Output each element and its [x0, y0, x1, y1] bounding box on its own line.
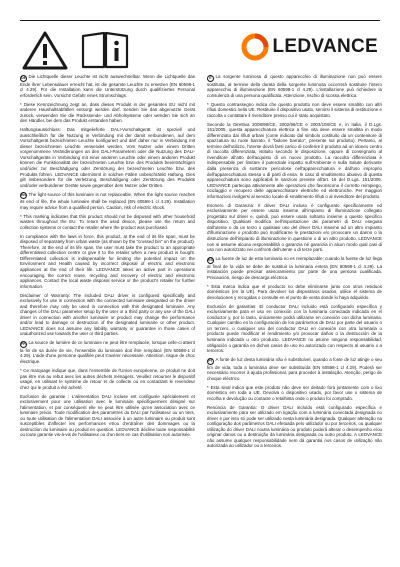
warning-triangle-icon: [22, 30, 68, 75]
paragraph: * Esta marca indica que el producto no debe eliminarse junto con otros residuos domésticos (en la UE). Para devolver los dispositivos usados, utilice el sistema de devoluciones y recogidas o consulte en el punto de venta donde lo haya adquirido.: [207, 283, 382, 300]
right-column: [207, 74, 382, 452]
paragraph: [207, 357, 382, 381]
paragraph: * Esta sinal indica que este produto não deve ser deitado fora juntamente com o lixo doméstico em toda a UE. Devolva o dispositivo usado, por favor use o sistema de recolha e devolução ou contacte o retalhista onde o produto foi comprado.: [207, 384, 382, 401]
paragraph: Haftungsausschluss: Das mitgelieferte DALI-Vorschaltgerät ist speziell und ausschließlich für die Nutzung in Verbindung mit der damit verbundenen, auf dem Vorschaltgerät bezeichneten Leuchte konfiguriert und darf daher nur in Verbindung mit dieser bezeichneten Leuchte verwendet werden. Vom Nutzer oder einem Dritten vorgenommene Veränderungen an den DALI-Parametern oder die Nutzung des DALI-Vorschaltgeräts in Verbindung mit einer anderen Leuchte oder einem anderen Produkt können die Funktionalität der bezeichneten Leuchte bzw. des Produkts beeinträchtigen und/oder zur Beschädigung oder Zerstörung der bezeichneten Leuchte bzw. des Produkts führen. LEDVANCE übernimmt in solchen Fällen unbeschränkt Haftung. Dies gilt insbesondere für die Verletzung, Beschädigung oder Zerstörung des Produkts und/oder verbundener Geräte sowie gegenüber dem Nutzer oder Dritten.: [20, 127, 195, 188]
paragraph: * Diese Kennzeichnung zeigt an, dass dieses Produkt in der gesamten EU nicht mit anderen Haushaltsabfällen entsorgt werden darf. Senden Sie das abgenutzte Gerät zurück, verwenden Sie die Rückssende- und Abholsysteme oder wenden Sie sich an den Händler, bei dem das Produkt erstanden haben.: [20, 101, 195, 124]
top-rule: [20, 20, 380, 21]
paragraph: * This marking indicates that this product should not be disposed with other household wastes throughout the EU. To return the used device, please use the return and collection systems or contact the retailer where the product was purchased.: [20, 213, 195, 230]
paragraph-text: The light source of this luminaire is not replaceable. When the light source reaches its end of life, the whole luminaire shall be replaced (EN 60598-1 cl 4.29). Installation may require advice from a qualified person. Caution, risk of electric shock.: [20, 191, 195, 210]
paragraph: [207, 256, 382, 280]
section-es: [207, 256, 382, 354]
paragraph-text: A fonte de luz desta luminária não é substituível, quando a fonte de luz atinge o seu fim de vida, toda a luminária deve ser substituída (EN 60598-1 cl 4.29). Poderá ser necessário recorrer à ajuda profissional, para proceder à instalação. Atenção, perigo de choque eléctrico.: [207, 356, 382, 381]
paragraph: * Questo contrassegno indica che questo prodotto non deve essere smaltito con altri rifiuti domestici nella UE. Restituire il dispositivo usato, servirsi il sistema di restituzione e raccolta o contattare il rivenditore presso cui è stato acquistato.: [207, 101, 382, 118]
paragraph-text: La source de lumière de ce luminaire ne peut être remplacée, lorsque celle-ci atteint la fin de sa durée de vie, l'ensemble du luminaire doit être remplacé (EN 60598-1 cl 4.29). L'aide d'une personne qualifiée peut s'avérer nécessaire. Attention, risque de choc électrique.: [20, 340, 195, 365]
paragraph: Esonero di Garanzia: Il driver DALI incluso è configurato specificamente ed esclusivamente per essere usato insieme all'impianto di illuminazione collegato progettato sul driver e, quindi, può essere usato soltanto insieme a questo specifico dispositivo. Qualsiasi modifica nell'impostazione dei parametri di DALI eseguita dall'utente o da un terzo o qualsiasi uso del driver DALI insieme ad un altro impianto d'illuminazione o prodotto può modificarne le prestazioni e/o provocare un danno o la distruzione dell'impianto di illuminazione in questione o di un altro prodotto. LEDVANCE non si assume alcuna responsabilità o garanzia né garanzia in alcun modo qual casi di uso non autorizzato nei confronti dell'utente o di terze parti.: [207, 202, 382, 253]
paragraph: Secondo la Direttiva 2008/98/CE, 2002/96/CE e 2003/108/CE e, in Italia, il D.Lgs. 151/2005, questa apparecchiatura elettrica a fine vita deve essere smaltita in modo differenziato dai rifiuti urbani (come indicato dal simbolo costituito da un contenitore di spazzatura su ruote barrato, il "bidone barrato", presente sul prodotto). Pertanto, al termine dell'utilizzo, l'utente dovrà farsi carico di conferire il prodotto ad un idoneo centro di raccolta differenziata, istituito secondo le disposizione, oppure di consegnarlo al rivenditore all'atto dell'acquisto di un nuovo prodotto. La raccolta differenziata è indispensabile per limitare il potenziale impatto sull'Ambiente e sulla Salute derivante dalla presenza di sostanze pericolose nell'apparecchiatura e dall'uso improprio dell'apparecchiatura stessa o di parti di essa. In caso di smaltimento abusivo di questa apparecchiatura sono applicabili le sanzioni previste all'art. 16 del D.Lgs. 151/2005. LEDVANCE partecipa attivamente alle operazioni che favoriscono il corretto reimpiego, riciclaggio e recupero delle apparecchiature elettriche ed elettroniche. Per maggiori informazioni rivolgersi al servizio locale di smaltimento rifiuti o al rivenditore del prodotto.: [207, 121, 382, 199]
language-symbol: DE: [21, 75, 26, 80]
paragraph-text: Die Lichtquelle dieser Leuchte ist nicht auswechselbar. Wenn die Lichtquelle das Ende ihrer Lebensdauer erreicht hat, ist die gesamte Leuchte zu ersetzen (EN 60598-1 cl 4.29). Für die Installation kann die Unterstützung durch qualifiziertes Personal erforderlich sein. Vorsicht! Gefahr eines Stromschlags.: [20, 74, 195, 98]
ledvance-logo-icon: [241, 33, 269, 61]
paragraph: Exclusión de garantías: El conductor DALI incluido está configurado específica y exclusivamente para el uso en conexión con la luminaria conectada indicada en el conductor y, por lo tanto, únicamente podrá utilizarse en conexión con dicha luminaria. Cualquier cambio en la configuración de los parámetros de DALI por parte del usuario o un tercero, o cualquier uso del conductor DALI en conexión con otra luminaria o producto puede modificar el rendimiento y/o provocar daños o la destrucción de la luminaria indicada u otro producto. LEDVANCE no asume ninguna responsabilidad, obligación o garantía en dichos casos de uso no autorizado con respecto al usuario o a terceros.: [207, 303, 382, 354]
paragraph: [20, 340, 195, 364]
language-symbol: ES: [208, 257, 213, 262]
language-symbol: FR: [21, 341, 26, 346]
paragraph: In compliance with the laws in force, this product, at the end of its life span, must be disposed of separately from urban waste (as shown by the "crossed bin" on the product). Therefore, at the end of its life span, the user must take the product to an appropriate differentiated collection centre or give it to the retailer when a new product is bought. Differentiated collection is indispensable for limiting the potential impact on the Environment and Health caused by incorrect disposal of electric and electronic appliances at the end of their life. LEDVANCE takes an active part in operations encouraging the correct reuse, recycling and recovery of electric and electronic appliances. Contact the local waste disposal service or the product's retailer for further information.: [20, 233, 195, 289]
paragraph: [20, 74, 195, 98]
paragraph-text: La sorgente luminosa di questo apparecchio di illuminazione non può essere sostituita; al termine della durata della sorgente luminosa occorrerà sostituire l'intero apparecchio di illuminazione (EN 60598-1 cl 4.29). L'installazione può richiedere la consulenza di una persona qualificata. Attenzione, rischio di scossa elettrica.: [207, 74, 382, 98]
paragraph: Disclaimer of Warranty: The included DALI driver is configured specifically and exclusively for use in connection with the connected luminaire designated on the driver and therefore may only be used in connection with this designated luminaire. Any changes of the DALI parameter setup by the user or a third party or any use of the DALI driver in connection with another luminaire or product may change the performance and/or lead to damage or destruction of the designated luminaire or other product. LEDVANCE does not assume any liability, warranty or guarantee in those cases of unauthorized use towards the user or third parties.: [20, 292, 195, 337]
language-symbol: PT: [208, 358, 213, 363]
section-it: [207, 74, 382, 253]
paragraph: [207, 74, 382, 98]
language-symbol: IT: [208, 75, 212, 80]
paragraph: Renúncia de Garantia: O driver DALI incluído está configurado específica e exclusivamente para ser utilizado em ligação com a luminária conectada designada no driver e por isso só pode ser utilizado nesta luminária designada. Qualquer alteração na configuração dos parâmetros DALI efetuada pelo utilizador ou por terceiros, ou qualquer utilização do driver DALI noutra luminária ou produto poderá alterar o desempenho e/ou originar danos ou a destruição da luminária designada ou outro produto. A LEDVANCE não assume qualquer responsabilidade nem dá garantia nos casos de utilização não autorizada ao utilizador ou a terceiros.: [207, 404, 382, 449]
section-en: [20, 192, 195, 337]
paragraph-text: La fuente de luz de esta luminaria no es reemplazable; cuando la fuente de luz llega al final de la vida se debe de sustituir la luminaria entera (EN 60598-1 cl 4.29). La instalación puede precisar asesoramiento por parte de una persona cualificada. Precaución, riesgo de descarga eléctrica.: [207, 256, 382, 280]
ledvance-logo: [241, 33, 379, 61]
paragraph: [20, 192, 195, 211]
section-de: [20, 74, 195, 188]
paragraph: * Ce marquage indique que, dans l'ensemble de l'Union européenne, ce produit ne doit pas être mis au rebut avec les autres déchets ménagers. Veuillez retourner le dispositif usagé, en utilisant le système de retour et de collecte ou en contactant le revendeur chez qui le produit a été acheté.: [20, 367, 195, 390]
instruction-book-icon: [80, 30, 130, 75]
section-fr: [20, 340, 195, 438]
section-pt: [207, 357, 382, 449]
left-column: [20, 74, 195, 441]
paragraph: Exclusion de garantie : L'alimentation DALI incluse est configurée spécialement et exclusivement pour une utilisation avec le luminaire spécifiquement désigné sur l'alimentation, et par conséquent elle ne peut être utilisée qu'en association avec ce luminaire précis. Toute modification des paramètres du DALI par l'utilisateur ou un tiers, ou toute utilisation de l'alimentation DALI associée à un autre luminaire ou produit sont susceptibles d'affecter les performances et/ou d'entraîner des dommages ou la destruction du luminaire ou produit en question. LEDVANCE décline toute responsabilité ou toute garantie vis-à-vis de l'utilisateur ou d'un tiers en cas d'utilisation non autorisée.: [20, 393, 195, 438]
logo-text: LEDVANCE: [272, 36, 378, 57]
language-symbol: EN: [21, 193, 26, 198]
